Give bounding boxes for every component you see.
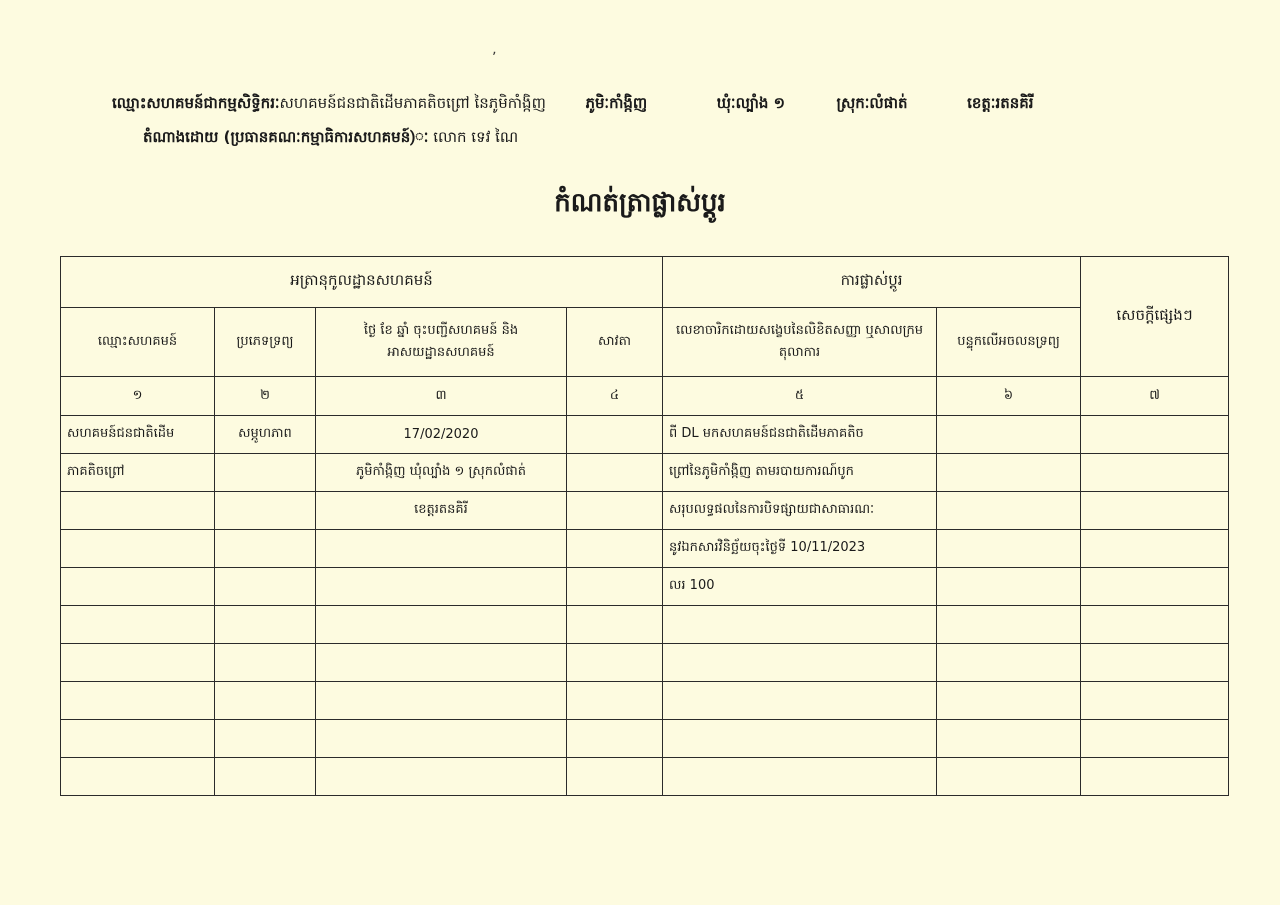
cell-encumbrance bbox=[937, 454, 1081, 492]
cell-property-type bbox=[215, 568, 316, 606]
page-title: កំណត់ត្រាផ្លាស់ប្តូរ bbox=[554, 188, 726, 218]
col-header-history: សាវតា bbox=[567, 308, 663, 377]
community-value: សហគមន៍ជនជាតិដើមភាគតិចព្រៅ នៃភូមិកាំង្កិញ bbox=[279, 94, 546, 112]
cell-summary-inscription bbox=[663, 606, 937, 644]
cell-community-name bbox=[61, 492, 215, 530]
table-row bbox=[61, 682, 1229, 720]
cell-history bbox=[567, 682, 663, 720]
cell-encumbrance bbox=[937, 606, 1081, 644]
cell-property-type bbox=[215, 720, 316, 758]
cell-registration-date-address: ភូមិកាំង្កិញ ឃុំល្បាំង ១ ស្រុកលំផាត់ bbox=[316, 454, 567, 492]
cell-remarks bbox=[1081, 530, 1229, 568]
cell-remarks bbox=[1081, 606, 1229, 644]
stray-pen-mark: ʼ bbox=[492, 50, 497, 66]
table-row bbox=[61, 606, 1229, 644]
cell-registration-date-address bbox=[316, 644, 567, 682]
group-header-owner: អត្រានុកូលដ្ឋានសហគមន៍ bbox=[61, 257, 663, 308]
column-number: ១ bbox=[61, 377, 215, 416]
column-number: ២ bbox=[215, 377, 316, 416]
cell-summary-inscription: នូវឯកសារវិនិច្ឆ័យចុះថ្ងៃទី 10/11/2023 bbox=[663, 530, 937, 568]
column-number: ៤ bbox=[567, 377, 663, 416]
cell-remarks bbox=[1081, 644, 1229, 682]
col-header-summary-inscription: លេខាចារិកដោយសង្ខេបនៃលិខិតសញ្ញា ឬសាលក្រមតុលាការ bbox=[663, 308, 937, 377]
cell-registration-date-address bbox=[316, 606, 567, 644]
cell-encumbrance bbox=[937, 568, 1081, 606]
table-row bbox=[61, 492, 1229, 530]
province-value: រតនគិរី bbox=[995, 94, 1034, 112]
community-label: ឈ្មោះសហគមន៍ជាកម្មសិទ្ធិករៈ bbox=[112, 94, 280, 112]
column-number: ៦ bbox=[937, 377, 1081, 416]
group-header-row bbox=[61, 257, 1229, 308]
cell-summary-inscription bbox=[663, 720, 937, 758]
village-label: ភូមិៈ bbox=[585, 94, 610, 112]
header-location-line bbox=[112, 94, 1034, 116]
table-row bbox=[61, 644, 1229, 682]
cell-community-name bbox=[61, 720, 215, 758]
cell-history bbox=[567, 568, 663, 606]
cell-registration-date-address bbox=[316, 568, 567, 606]
cell-property-type bbox=[215, 454, 316, 492]
column-number: ៣ bbox=[316, 377, 567, 416]
cell-summary-inscription bbox=[663, 682, 937, 720]
cell-remarks bbox=[1081, 416, 1229, 454]
cell-history bbox=[567, 758, 663, 796]
cell-summary-inscription bbox=[663, 644, 937, 682]
group-header-change: ការផ្លាស់ប្តូរ bbox=[663, 257, 1081, 308]
cell-encumbrance bbox=[937, 530, 1081, 568]
cell-remarks bbox=[1081, 492, 1229, 530]
cell-property-type bbox=[215, 682, 316, 720]
cell-registration-date-address bbox=[316, 758, 567, 796]
cell-property-type bbox=[215, 644, 316, 682]
cell-history bbox=[567, 492, 663, 530]
represented-label: តំណាងដោយ (ប្រធានគណៈកម្មាធិការសហគមន៍)ៈ bbox=[143, 128, 429, 146]
cell-history bbox=[567, 530, 663, 568]
cell-property-type bbox=[215, 606, 316, 644]
header-representative-line bbox=[143, 128, 518, 150]
cell-encumbrance bbox=[937, 492, 1081, 530]
table-row bbox=[61, 530, 1229, 568]
province-label: ខេត្តៈ bbox=[967, 94, 996, 112]
change-record-table bbox=[60, 256, 1229, 796]
col-header-property-type: ប្រភេទទ្រព្យ bbox=[215, 308, 316, 377]
district-value: លំផាត់ bbox=[869, 94, 908, 112]
cell-community-name bbox=[61, 644, 215, 682]
cell-history bbox=[567, 644, 663, 682]
table-row bbox=[61, 454, 1229, 492]
cell-property-type bbox=[215, 492, 316, 530]
cell-property-type: សម្ភូហភាព bbox=[215, 416, 316, 454]
cell-encumbrance bbox=[937, 682, 1081, 720]
commune-label: ឃុំៈ bbox=[716, 94, 736, 112]
table-body bbox=[61, 416, 1229, 796]
table-row bbox=[61, 720, 1229, 758]
cell-encumbrance bbox=[937, 758, 1081, 796]
cell-summary-inscription: លរ 100 bbox=[663, 568, 937, 606]
cell-remarks bbox=[1081, 454, 1229, 492]
cell-remarks bbox=[1081, 758, 1229, 796]
cell-community-name bbox=[61, 758, 215, 796]
cell-community-name bbox=[61, 530, 215, 568]
represented-value: លោក ទេវ ណៃ bbox=[433, 128, 519, 146]
cell-community-name bbox=[61, 568, 215, 606]
cell-remarks bbox=[1081, 720, 1229, 758]
cell-history bbox=[567, 454, 663, 492]
cell-summary-inscription: សរុបលទ្ធផលនៃការបិទផ្សាយជាសាធារណៈ bbox=[663, 492, 937, 530]
cell-history bbox=[567, 606, 663, 644]
cell-remarks bbox=[1081, 682, 1229, 720]
district-label: ស្រុកៈ bbox=[836, 94, 870, 112]
cell-history bbox=[567, 416, 663, 454]
col-header-encumbrance: បន្ទុកលើអចលនទ្រព្យ bbox=[937, 308, 1081, 377]
column-number: ៧ bbox=[1081, 377, 1229, 416]
group-header-remarks: សេចក្តីផ្សេងៗ bbox=[1081, 257, 1229, 377]
cell-encumbrance bbox=[937, 720, 1081, 758]
cell-summary-inscription bbox=[663, 758, 937, 796]
cell-summary-inscription: ព្រៅនៃភូមិកាំង្កិញ តាមរបាយការណ៍បូក bbox=[663, 454, 937, 492]
cell-community-name bbox=[61, 606, 215, 644]
cell-community-name: ភាគតិចព្រៅ bbox=[61, 454, 215, 492]
col-header-registration-date-address: ថ្ងៃ ខែ ឆ្នាំ ចុះបញ្ជីសហគមន៍ និងអាសយដ្ឋានសហគមន៍ bbox=[316, 308, 567, 377]
table-row bbox=[61, 568, 1229, 606]
col-header-community-name: ឈ្មោះសហគមន៍ bbox=[61, 308, 215, 377]
cell-community-name: សហគមន៍ជនជាតិដើម bbox=[61, 416, 215, 454]
cell-encumbrance bbox=[937, 416, 1081, 454]
cell-remarks bbox=[1081, 568, 1229, 606]
village-value: កាំង្កិញ bbox=[609, 94, 648, 112]
table-row bbox=[61, 416, 1229, 454]
cell-encumbrance bbox=[937, 644, 1081, 682]
cell-registration-date-address bbox=[316, 682, 567, 720]
commune-value: ល្បាំង ១ bbox=[735, 94, 785, 112]
cell-registration-date-address bbox=[316, 720, 567, 758]
cell-property-type bbox=[215, 530, 316, 568]
cell-summary-inscription: ពី DL មកសហគមន៍ជនជាតិដើមភាគតិច bbox=[663, 416, 937, 454]
cell-property-type bbox=[215, 758, 316, 796]
sub-header-row bbox=[61, 308, 1229, 377]
cell-registration-date-address bbox=[316, 530, 567, 568]
column-number: ៥ bbox=[663, 377, 937, 416]
column-number-row bbox=[61, 377, 1229, 416]
cell-registration-date-address: ខេត្តរតនគិរី bbox=[316, 492, 567, 530]
cell-community-name bbox=[61, 682, 215, 720]
cell-history bbox=[567, 720, 663, 758]
cell-registration-date-address: 17/02/2020 bbox=[316, 416, 567, 454]
table-row bbox=[61, 758, 1229, 796]
